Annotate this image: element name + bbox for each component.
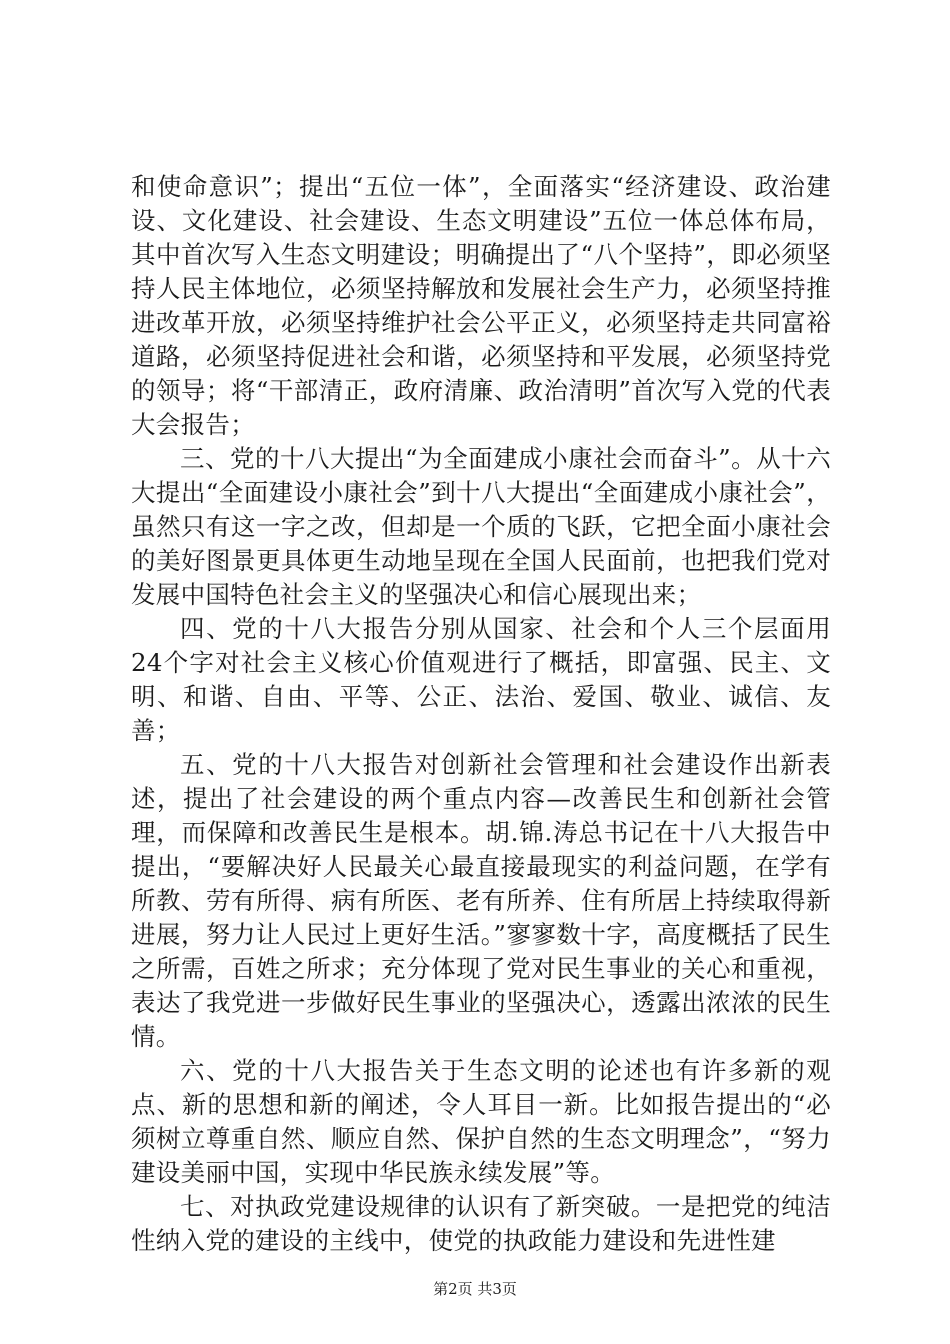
document-body	[131, 170, 831, 1258]
page-footer: 第2页 共3页	[433, 1280, 517, 1298]
paragraph-1: 和使命意识”；提出“五位一体”，全面落实“经济建设、政治建设、文化建设、社会建设、生态文明建设”五位一体总体布局，其中首次写入生态文明建设；明确提出了“八个坚持”，即必须坚持人民主体地位，必须坚持解放和发展社会生产力，必须坚持推进改革开放，必须坚持维护社会公平正义，必须坚持走共同富裕道路，必须坚持促进社会和谐，必须坚持和平发展，必须坚持党的领导；将“干部清正，政府清廉、政治清明”首次写入党的代表大会报告；	[131, 172, 831, 439]
paragraph-6: 七、对执政党建设规律的认识有了新突破。一是把党的纯洁性纳入党的建设的主线中，使党的执政能力建设和先进性建	[131, 1192, 831, 1255]
paragraph-5: 六、党的十八大报告关于生态文明的论述也有许多新的观点、新的思想和新的阐述，令人耳目一新。比如报告提出的“必须树立尊重自然、顺应自然、保护自然的生态文明理念”，“努力建设美丽中国，实现中华民族永续发展”等。	[131, 1056, 832, 1187]
paragraph-3: 四、党的十八大报告分别从国家、社会和个人三个层面用24个字对社会主义核心价值观进行了概括，即富强、民主、文明、和谐、自由、平等、公正、法治、爱国、敬业、诚信、友善；	[131, 614, 831, 745]
paragraph-4: 五、党的十八大报告对创新社会管理和社会建设作出新表述，提出了社会建设的两个重点内容—改善民生和创新社会管理，而保障和改善民生是根本。胡.锦.涛总书记在十八大报告中提出，“要解决好人民最关心最直接最现实的利益问题，在学有所教、劳有所得、病有所医、老有所养、住有所居上持续取得新进展，努力让人民过上更好生活。”寥寥数十字，高度概括了民生之所需，百姓之所求；充分体现了党对民生事业的关心和重视，表达了我党进一步做好民生事业的坚强决心，透露出浓浓的民生情。	[131, 750, 831, 1051]
paragraph-2: 三、党的十八大提出“为全面建成小康社会而奋斗”。从十六大提出“全面建设小康社会”到十八大提出“全面建成小康社会”，虽然只有这一字之改，但却是一个质的飞跃，它把全面小康社会的美好图景更具体更生动地呈现在全国人民面前，也把我们党对发展中国特色社会主义的坚强决心和信心展现出来；	[131, 444, 831, 609]
